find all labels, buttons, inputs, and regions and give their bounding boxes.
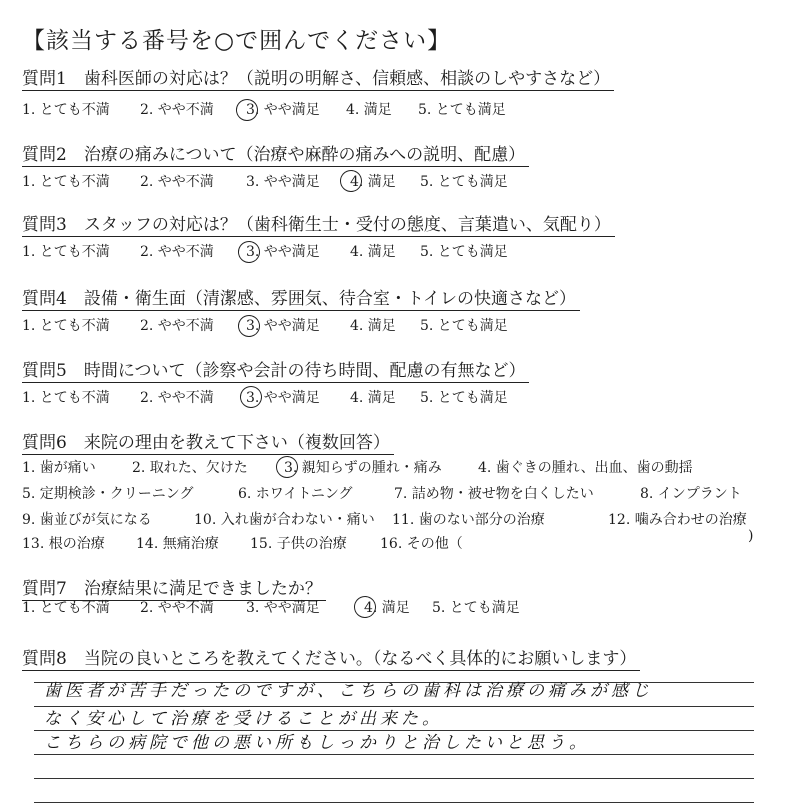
q6-option-12[interactable]: 12. 噛み合わせの治療 [608,512,747,528]
q4-option-4[interactable]: 4. 満足 [350,318,396,334]
q3-option-2[interactable]: 2. やや不満 [140,244,214,260]
q3-option-1[interactable]: 1. とても不満 [22,244,110,260]
q7-option-4[interactable]: 4. 満足 [364,600,410,616]
handwritten-answer-line-1: 歯医者が苦手だったのですが、こちらの歯科は治療の痛みが感じ [44,681,653,701]
q7-option-3[interactable]: 3. やや満足 [246,600,320,616]
q2-option-2[interactable]: 2. やや不満 [140,174,214,190]
q6-option-8[interactable]: 8. インプラント [640,486,742,502]
q4-option-5[interactable]: 5. とても満足 [420,318,508,334]
q4-option-2[interactable]: 2. やや不満 [140,318,214,334]
q2-option-5[interactable]: 5. とても満足 [420,174,508,190]
answer-rule-6 [34,802,754,803]
q7-option-1[interactable]: 1. とても不満 [22,600,110,616]
q1-option-2[interactable]: 2. やや不満 [140,102,214,118]
question-6-label: 質問6 来院の理由を教えて下さい（複数回答） [22,432,394,455]
q6-option-7[interactable]: 7. 詰め物・被せ物を白くしたい [394,486,594,502]
question-8-label: 質問8 当院の良いところを教えてください。（なるべく具体的にお願いします） [22,648,640,671]
q1-option-1[interactable]: 1. とても不満 [22,102,110,118]
q4-option-3[interactable]: 3. やや満足 [246,318,320,334]
q3-option-3[interactable]: 3. やや満足 [246,244,320,260]
q7-option-2[interactable]: 2. やや不満 [140,600,214,616]
q1-option-3[interactable]: 3. やや満足 [246,102,320,118]
q5-option-1[interactable]: 1. とても不満 [22,390,110,406]
question-1-label: 質問1 歯科医師の対応は？（説明の明解さ、信頼感、相談のしやすさなど） [22,68,614,91]
q5-option-3[interactable]: 3. やや満足 [246,390,320,406]
question-3-label: 質問3 スタッフの対応は？（歯科衛生士・受付の態度、言葉遣い、気配り） [22,214,615,237]
answer-rule-4 [34,754,754,755]
q6-option-9[interactable]: 9. 歯並びが気になる [22,512,152,528]
q2-option-4[interactable]: 4. 満足 [350,174,396,190]
answer-rule-5 [34,778,754,779]
q3-option-5[interactable]: 5. とても満足 [420,244,508,260]
q1-option-4[interactable]: 4. 満足 [346,102,392,118]
q7-option-5[interactable]: 5. とても満足 [432,600,520,616]
q6-option-3[interactable]: 3. 親知らずの腫れ・痛み [284,460,442,476]
question-7-label: 質問7 治療結果に満足できましたか？ [22,578,326,601]
q2-option-3[interactable]: 3. やや満足 [246,174,320,190]
q6-option-4[interactable]: 4. 歯ぐきの腫れ、出血、歯の動揺 [478,460,693,476]
page-title: 【該当する番号を○で囲んでください】 [22,28,452,54]
q6-option-16[interactable]: 16. その他（ [380,536,463,552]
q6-option-6[interactable]: 6. ホワイトニング [238,486,353,502]
q1-option-5[interactable]: 5. とても満足 [418,102,506,118]
question-4-label: 質問4 設備・衛生面（清潔感、雰囲気、待合室・トイレの快適さなど） [22,288,580,311]
q3-option-4[interactable]: 4. 満足 [350,244,396,260]
q6-option-5[interactable]: 5. 定期検診・クリーニング [22,486,194,502]
q6-option-13[interactable]: 13. 根の治療 [22,536,105,552]
q2-option-1[interactable]: 1. とても不満 [22,174,110,190]
q5-option-2[interactable]: 2. やや不満 [140,390,214,406]
q6-option-10[interactable]: 10. 入れ歯が合わない・痛い [194,512,375,528]
q5-option-4[interactable]: 4. 満足 [350,390,396,406]
question-2-label: 質問2 治療の痛みについて（治療や麻酔の痛みへの説明、配慮） [22,144,529,167]
q6-option-2[interactable]: 2. 取れた、欠けた [132,460,248,476]
q5-option-5[interactable]: 5. とても満足 [420,390,508,406]
q4-option-1[interactable]: 1. とても不満 [22,318,110,334]
q6-option-11[interactable]: 11. 歯のない部分の治療 [392,512,545,528]
q6-option-15[interactable]: 15. 子供の治療 [250,536,347,552]
handwritten-answer-line-3: こちらの病院で他の悪い所もしっかりと治したいと思う。 [44,733,590,753]
question-5-label: 質問5 時間について（診察や会計の待ち時間、配慮の有無など） [22,360,529,383]
q6-option-1[interactable]: 1. 歯が痛い [22,460,96,476]
q6-other-close-paren: ) [748,528,754,544]
handwritten-answer-line-2: なく安心して治療を受けることが出来た。 [44,709,443,729]
q6-option-14[interactable]: 14. 無痛治療 [136,536,219,552]
